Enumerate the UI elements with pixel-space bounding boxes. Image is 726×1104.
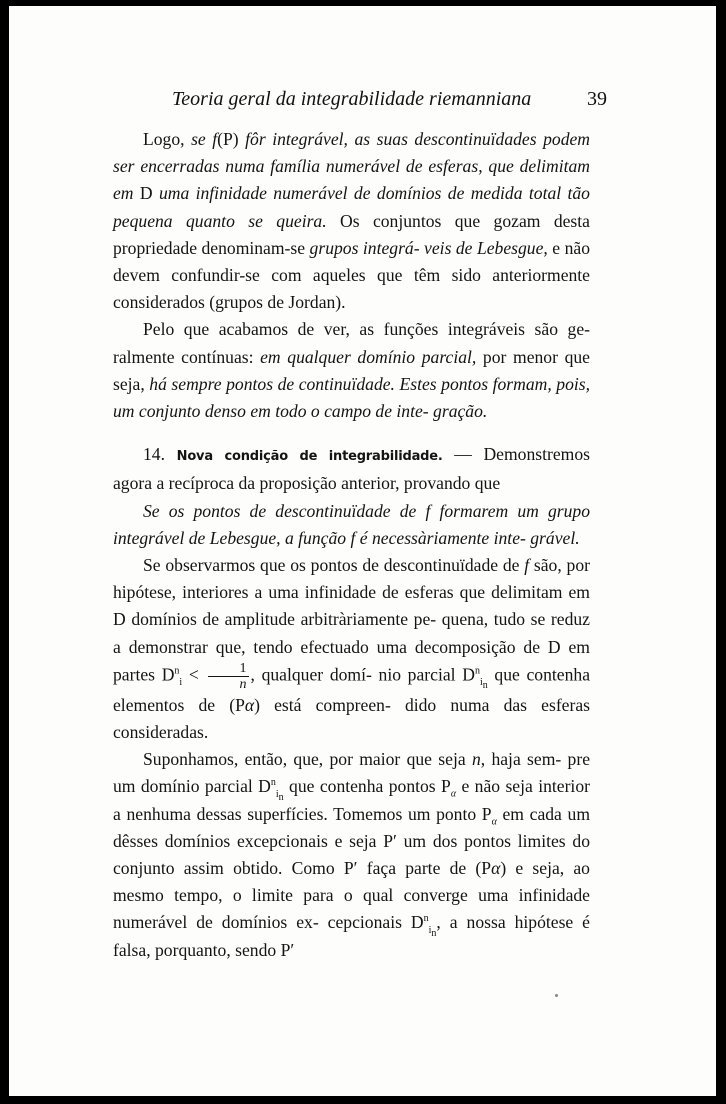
section-number: 14. bbox=[143, 444, 165, 465]
section-heading: Nova condição de integrabilidade. bbox=[176, 449, 443, 465]
page-number: 39 bbox=[587, 88, 607, 110]
page bbox=[9, 6, 716, 1096]
section-paragraph: 14. Nova condição de integrabilidade. — Demonstremos agora a recíproca da proposição anterior, provando que bbox=[113, 444, 590, 494]
running-title: Teoria geral da integrabilidade riemanniana bbox=[172, 88, 532, 110]
body-text bbox=[113, 126, 590, 964]
fraction: $\frac{1}{n}$ bbox=[208, 661, 249, 692]
theorem-statement: Se os pontos de descontinuïdade de f formarem um grupo integrável de Lebesgue, a função f é necessàriamente inte- grável. bbox=[113, 500, 590, 548]
paragraph: Pelo que acabamos de ver, as funções integráveis são ge- ralmente contínuas: em qualquer domínio parcial, por menor que seja, há sempre pontos de continuïdade. Estes pontos formam, pois, um conjunto denso em todo o campo de inte- gração. bbox=[113, 319, 591, 422]
print-speck bbox=[555, 994, 558, 997]
paragraph: Suponhamos, então, que, por maior que seja n, haja sem- pre um domínio parcial $D^n_{i_n}$ que contenha pontos $P_\alpha$ e não seja interior a nenhuma dessas superfícies. Tomemos um ponto $P_\alpha$ em cada um dêsses domínios excepcionais e seja P′ um dos pontos limites do conjunto assim obtido. Como P′ faça parte de (Pα) e seja, ao mesmo tempo, o limite para o qual converge uma infinidade numerável de domínios ex- cepcionais $D^n_{i_n}$, a nossa hipótese é falsa, porquanto, sendo P′ bbox=[113, 749, 591, 960]
paragraph: Logo, se f(P) fôr integrável, as suas descontinuïdades podem ser encerradas numa família numerável de esferas, que delimitam em D uma infinidade numerável de domínios de medida total tão pequena quanto se queira. Os conjuntos que gozam desta propriedade denominam-se grupos integrá- veis de Lebesgue, e não devem confundir-se com aqueles que têm sido anteriormente considerados (grupos de Jordan). bbox=[113, 129, 591, 313]
paragraph: Se observarmos que os pontos de descontinuïdade de f são, por hipótese, interiores a uma infinidade de esferas que delimitam em D domínios de amplitude arbitràriamente pe- quena, tudo se reduz a demonstrar que, tendo efectuado uma decomposição de D em partes $D^n_i$ < $\frac{1}{n}$ , qualquer domí- nio parcial $D^n_{i_n}$ que contenha elementos de (Pα) está compreen- dido numa das esferas consideradas. bbox=[113, 555, 591, 743]
running-header bbox=[172, 86, 607, 112]
